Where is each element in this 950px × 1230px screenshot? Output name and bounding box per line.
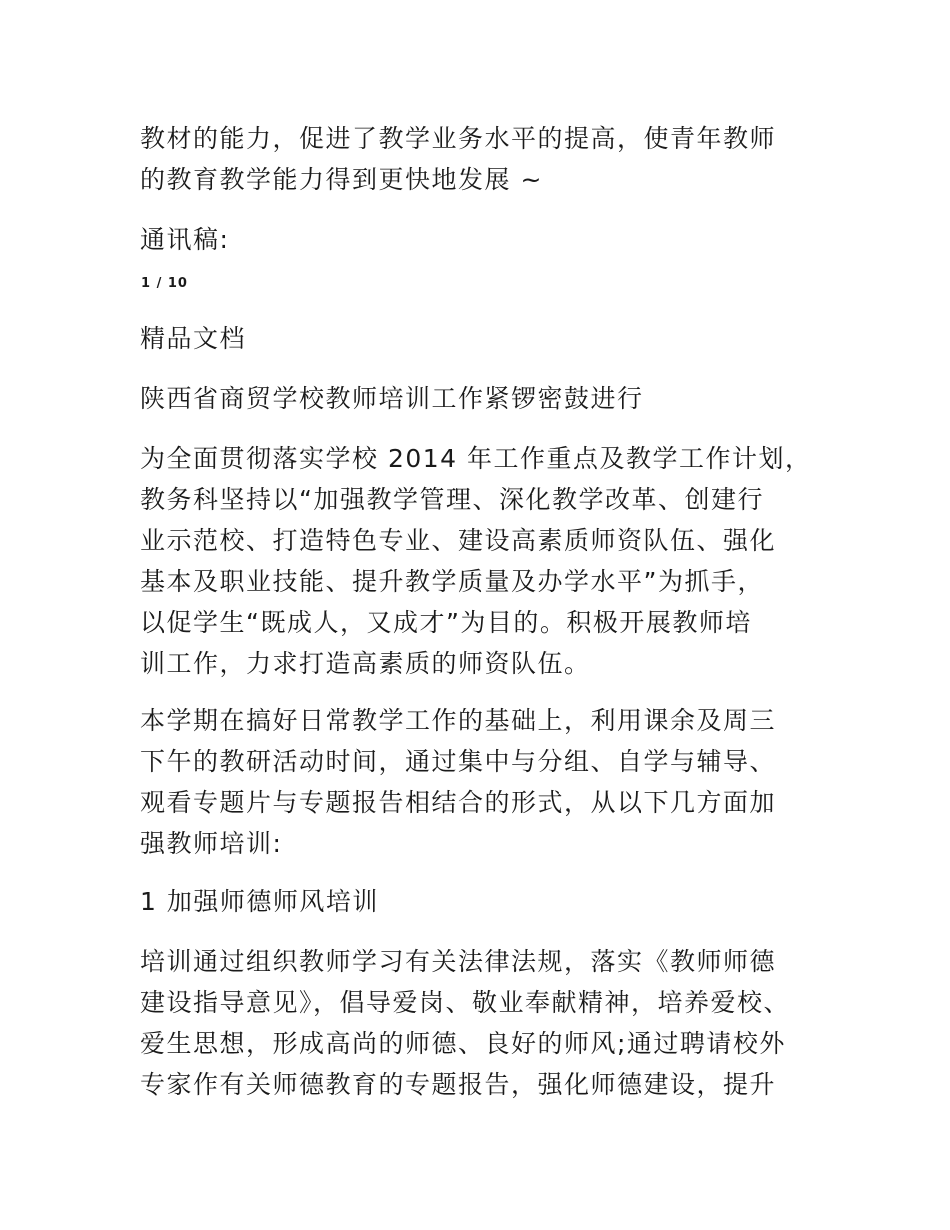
text-line: 本学期在搞好日常教学工作的基础上，利用课余及周三 [140, 706, 777, 735]
label-text: 通讯稿: [140, 225, 230, 254]
text-line: 的教育教学能力得到更快地发展 ~ [140, 165, 543, 194]
header-text: 精品文档 [140, 324, 247, 353]
text-line: 基本及职业技能、提升教学质量及办学水平”为抓手， [140, 567, 764, 596]
text-line: 观看专题片与专题报告相结合的形式，从以下几方面加 [140, 788, 777, 817]
section-1-heading [140, 881, 810, 922]
paragraph-1 [140, 438, 810, 684]
text-line: 建设指导意见》，倡导爱岗、敬业奉献精神，培养爱校、 [140, 988, 791, 1017]
text-line: 教务科坚持以“加强教学管理、深化教学改革、创建行 [140, 485, 764, 514]
intro-continuation [140, 118, 810, 200]
title-text: 陕西省商贸学校教师培训工作紧锣密鼓进行 [140, 384, 644, 413]
text-line: 培训通过组织教师学习有关法律法规，落实《教师师德 [140, 947, 777, 976]
article-title [140, 378, 810, 419]
text-line: 以促学生“既成人，又成才”为目的。积极开展教师培 [140, 608, 752, 637]
page-number: 1 / 10 [141, 276, 188, 291]
text-line: 为全面贯彻落实学校 2014 年工作重点及教学工作计划， [140, 444, 812, 473]
watermark-header [140, 318, 810, 359]
text-line: 训工作，力求打造高素质的师资队伍。 [140, 649, 591, 678]
paragraph-2 [140, 700, 810, 864]
text-line: 强教师培训: [140, 829, 283, 858]
paragraph-3 [140, 941, 810, 1105]
text-line: 专家作有关师德教育的专题报告，强化师德建设，提升 [140, 1070, 777, 1099]
text-line: 业示范校、打造特色专业、建设高素质师资队伍、强化 [140, 526, 777, 555]
text-line: 爱生思想，形成高尚的师德、良好的师风;通过聘请校外 [140, 1029, 786, 1058]
text-line: 教材的能力，促进了教学业务水平的提高，使青年教师 [140, 124, 777, 153]
heading-text: 1 加强师德师风培训 [140, 887, 379, 916]
label-tongxungao [140, 219, 810, 260]
text-line: 下午的教研活动时间，通过集中与分组、自学与辅导、 [140, 747, 777, 776]
